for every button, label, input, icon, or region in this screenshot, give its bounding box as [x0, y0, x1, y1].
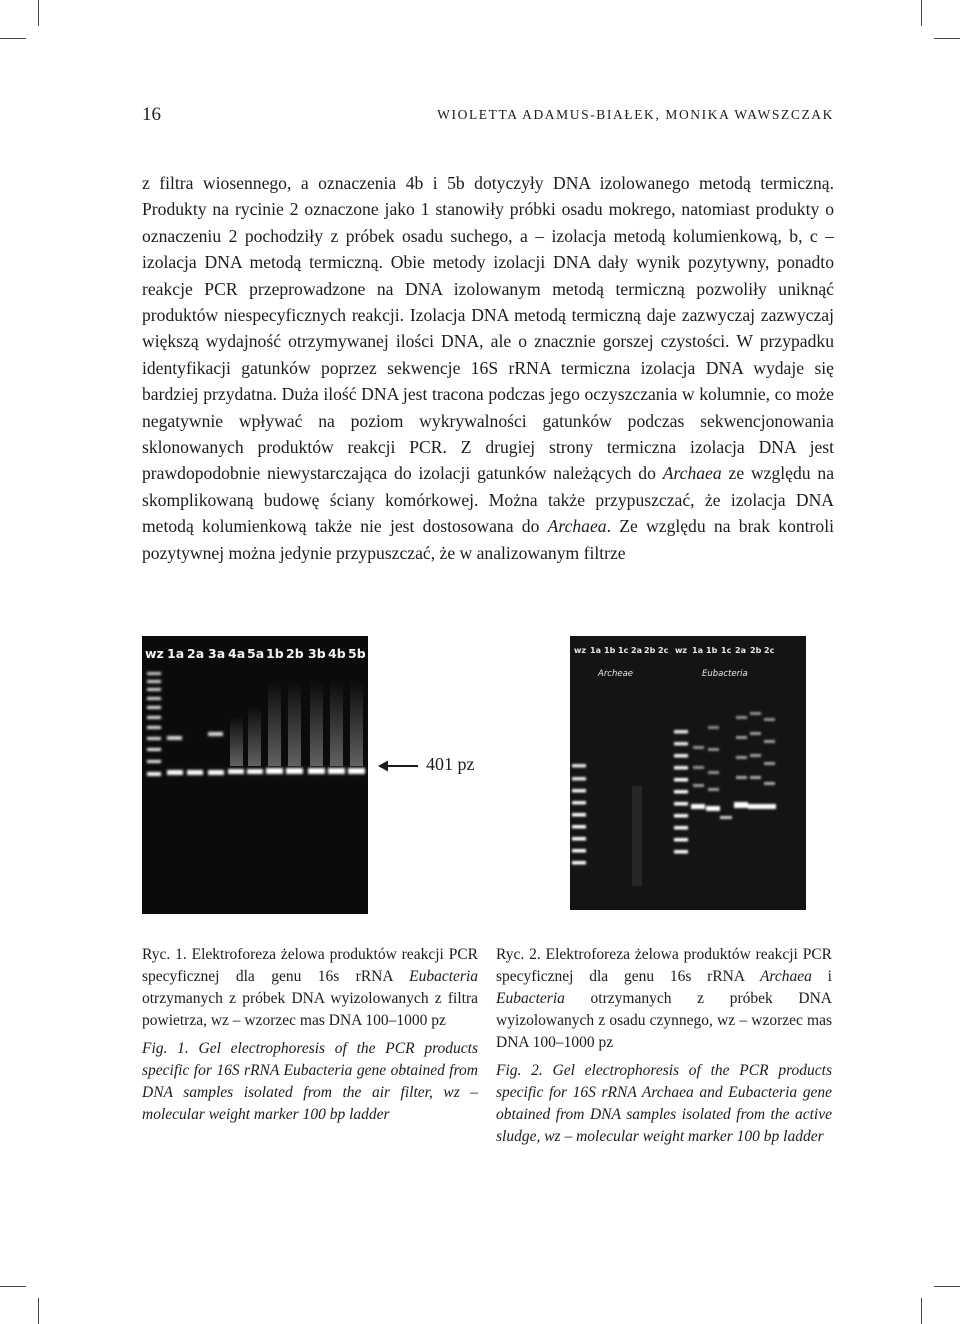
- gel-smear: [288, 681, 301, 766]
- body-italic-term: Archaea: [662, 463, 722, 484]
- band-annotation: [378, 752, 498, 780]
- gel-image-1: [142, 636, 368, 914]
- gel-smear: [632, 786, 642, 886]
- gel-smear: [330, 681, 343, 766]
- body-italic-term: Archaea: [547, 516, 607, 537]
- gel-band: [348, 768, 365, 774]
- lane-label: 1c: [721, 646, 732, 655]
- marker-band: [572, 789, 586, 793]
- caption-text-run: otrzymanych z próbek DNA wyizolowanych z osadu czynnego, wz – wzorzec mas DNA 100–1000 pz: [496, 990, 832, 1051]
- gel-band: [762, 804, 776, 809]
- gel-band: [167, 736, 182, 740]
- caption-text-run: Fig. 2. Gel electrophoresis of the PCR products specific for 16S rRNA: [496, 1062, 832, 1101]
- crop-mark: [921, 1298, 922, 1324]
- figure-2-caption: [496, 944, 832, 1148]
- gel-band: [266, 768, 283, 774]
- marker-band: [674, 766, 688, 770]
- marker-band: [572, 849, 586, 853]
- figure-1-caption: [142, 944, 478, 1126]
- gel-band: [208, 770, 224, 775]
- body-text-run: ze względu na skomplikowaną budowę ściany komórkowej. Można także przypuszczać, że izolacja DNA metodą kolumienkową także nie jest dostosowana do: [142, 463, 835, 537]
- caption-en: Fig. 1. Gel electrophoresis of the PCR products specific for 16S rRNA Eubacteria gene obtained from DNA samples isolated from the air filter, wz – molecular weight marker 100 bp ladder: [142, 1040, 478, 1123]
- marker-band: [147, 680, 161, 683]
- lane-label: 1b: [604, 646, 616, 655]
- lane-label: 1a: [590, 646, 601, 655]
- gel-band: [706, 806, 720, 811]
- marker-band: [147, 772, 161, 776]
- lane-label: wz: [145, 646, 164, 661]
- gel-band: [750, 712, 761, 715]
- gel-band: [764, 762, 775, 765]
- marker-band: [674, 730, 688, 734]
- marker-band: [572, 801, 586, 805]
- lane-label: 2c: [658, 646, 669, 655]
- gel-band: [720, 816, 732, 819]
- marker-band: [147, 672, 161, 675]
- lane-label: 2b: [286, 646, 304, 661]
- page-header: [142, 104, 834, 130]
- gel-band: [708, 788, 719, 791]
- gel-band: [748, 804, 762, 809]
- marker-band: [674, 742, 688, 746]
- marker-band: [674, 802, 688, 806]
- marker-band: [147, 688, 161, 691]
- marker-band: [572, 861, 586, 865]
- lane-label: wz: [675, 646, 688, 655]
- gel-smear: [230, 716, 243, 766]
- lane-label: 2b: [750, 646, 762, 655]
- lane-label: 4b: [328, 646, 346, 661]
- gel-image-2: [570, 636, 806, 910]
- lane-label: 2c: [764, 646, 775, 655]
- caption-text-run: Archaea and Eubacteria: [641, 1084, 798, 1101]
- marker-band: [674, 826, 688, 830]
- marker-band: [572, 777, 586, 781]
- caption-text-run: gene obtained from DNA samples isolated from the active sludge, wz – molecular weight marker 100 bp ladder: [496, 1084, 833, 1145]
- lane-label: 2b: [644, 646, 656, 655]
- gel-band: [228, 769, 244, 774]
- marker-band: [147, 760, 161, 763]
- lane-label: 1c: [618, 646, 629, 655]
- caption-text-run: i: [811, 968, 832, 985]
- lane-label: 3a: [208, 646, 226, 661]
- lane-label: 1a: [167, 646, 185, 661]
- gel-band: [693, 746, 704, 749]
- gel-band: [734, 802, 748, 808]
- marker-band: [674, 754, 688, 758]
- gel-band: [764, 740, 775, 743]
- gel-band: [708, 748, 719, 751]
- lane-label: 1a: [692, 646, 703, 655]
- gel-band: [286, 768, 303, 774]
- gel-band: [764, 782, 775, 785]
- gel-smear: [268, 681, 281, 766]
- arrow-left-icon: [378, 759, 418, 773]
- gel-band: [328, 768, 345, 774]
- crop-mark: [0, 38, 26, 39]
- gel-band: [693, 784, 704, 787]
- caption-italic-term: Archaea: [759, 968, 812, 985]
- marker-band: [674, 814, 688, 818]
- caption-pl: [496, 944, 832, 1054]
- gel-band: [736, 716, 747, 719]
- lane-label: 3b: [308, 646, 326, 661]
- gel-band: [750, 732, 761, 735]
- lane-label: 2a: [735, 646, 746, 655]
- gel-smear: [350, 681, 363, 766]
- lane-label: 1b: [706, 646, 718, 655]
- running-head: WIOLETTA ADAMUS-BIAŁEK, MONIKA WAWSZCZAK: [437, 107, 834, 122]
- lane-label: 5b: [348, 646, 366, 661]
- lane-label: 2a: [631, 646, 642, 655]
- gel-band: [247, 769, 263, 774]
- lane-label: 4a: [228, 646, 246, 661]
- page-number: 16: [142, 104, 161, 125]
- gel-band: [693, 766, 704, 769]
- marker-band: [572, 825, 586, 829]
- caption-italic-term: Eubacteria: [496, 990, 565, 1007]
- marker-band: [147, 726, 161, 729]
- marker-band: [674, 838, 688, 842]
- lane-label: 2a: [187, 646, 205, 661]
- gel-band: [308, 768, 325, 774]
- body-paragraph: [142, 170, 834, 566]
- caption-italic-term: Eubacteria: [409, 968, 478, 985]
- caption-text-run: otrzymanych z próbek DNA wyizolowanych z filtra powietrza, wz – wzorzec mas DNA 100–1000 pz: [142, 990, 478, 1029]
- group-label-eubacteria: Eubacteria: [702, 669, 748, 679]
- marker-band: [147, 737, 161, 740]
- gel-band: [187, 770, 203, 775]
- gel-band: [208, 732, 223, 736]
- group-label-archaea: Archeae: [598, 669, 634, 679]
- gel-band: [691, 804, 705, 809]
- marker-band: [572, 764, 586, 768]
- crop-mark: [934, 38, 960, 39]
- caption-en: [496, 1060, 832, 1148]
- marker-band: [572, 813, 586, 817]
- lane-label: wz: [574, 646, 587, 655]
- caption-pl: [142, 944, 478, 1032]
- gel-smear: [310, 681, 323, 766]
- body-text-run: z filtra wiosennego, a oznaczenia 4b i 5b dotyczyły DNA izolowanego metodą termiczną. Produkty na rycinie 2 oznaczone jako 1 stanowiły próbki osadu mokrego, natomiast produkty o oznaczeniu 2 pochodziły z próbek osadu suchego, a – izolacja metodą kolumienkową, b, c – izolacja DNA metodą termiczną. Obie metody izolacji DNA dały wynik pozytywny, ponadto reakcje PCR przeprowadzone na DNA izolowanym metodą termiczną pozwoliły uniknąć produktów niespecyficznych reakcji. Izolacja DNA metodą termiczną daje zazwyczaj zazwyczaj większą wydajność otrzymywanej ilości DNA, ale o znacznie gorszej czystości. W przypadku identyfikacji gatunków poprzez sekwencje 16S rRNA termiczna izolacja DNA wydaje się bardziej przydatna. Duża ilość DNA jest tracona podczas jego oczyszczania w kolumnie, co może negatywnie wpływać na poziom wykrywalności gatunków podczas sekwencjonowania sklonowanych produktów reakcji PCR. Z drugiej strony termiczna izolacja DNA jest prawdopodobnie niewystarczająca do izolacji gatunków należących do: [142, 173, 834, 484]
- crop-mark: [0, 1286, 26, 1287]
- crop-mark: [38, 0, 39, 26]
- marker-band: [147, 697, 161, 700]
- lane-label: 1b: [266, 646, 284, 661]
- gel-band: [736, 776, 747, 779]
- gel-band: [764, 718, 775, 721]
- marker-band: [147, 706, 161, 709]
- lane-label: 5a: [247, 646, 265, 661]
- band-size-label: 401 pz: [426, 754, 475, 774]
- marker-band: [572, 837, 586, 841]
- gel-band: [750, 754, 761, 757]
- gel-band: [750, 776, 761, 779]
- marker-band: [147, 716, 161, 719]
- crop-mark: [921, 0, 922, 26]
- crop-mark: [38, 1298, 39, 1324]
- caption-text-run: Ryc. 2. Elektroforeza żelowa produktów reakcji PCR specyficznej dla genu 16s rRNA: [496, 946, 832, 985]
- marker-band: [674, 778, 688, 782]
- gel-smear: [248, 706, 261, 766]
- body-text-run: . Ze względu na brak kontroli pozytywnej można jedynie przypuszczać, że w analizowanym filtrze: [142, 516, 834, 563]
- crop-mark: [934, 1286, 960, 1287]
- gel-band: [736, 756, 747, 759]
- marker-band: [674, 850, 688, 854]
- marker-band: [674, 790, 688, 794]
- gel-band: [708, 726, 719, 729]
- gel-band: [708, 771, 719, 774]
- gel-band: [736, 736, 747, 739]
- marker-band: [147, 748, 161, 751]
- caption-text-run: Ryc. 1. Elektroforeza żelowa produktów reakcji PCR specyficznej dla genu 16s rRNA: [142, 946, 478, 985]
- gel-band: [167, 770, 183, 775]
